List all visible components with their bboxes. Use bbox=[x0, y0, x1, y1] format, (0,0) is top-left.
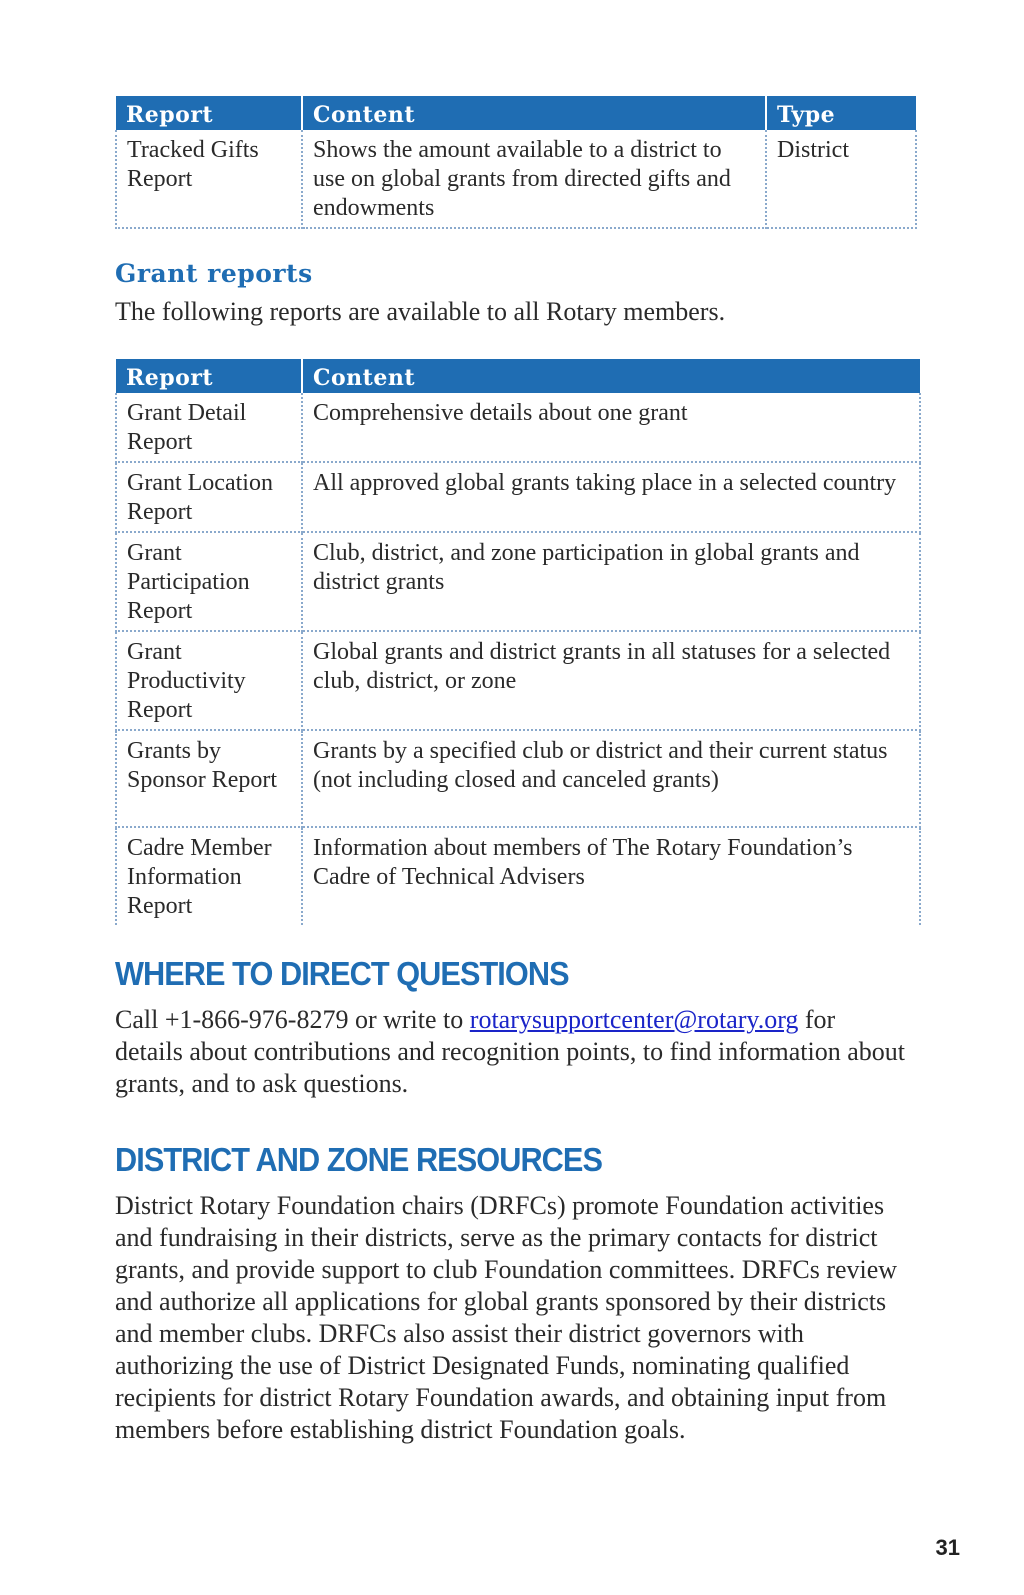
content-cell: Grants by a specified club or district and their current status (not including closed and canceled grants) bbox=[302, 730, 920, 827]
report-name-cell: Grants by Sponsor Report bbox=[116, 730, 302, 827]
district-section-title: DISTRICT AND ZONE RESOURCES bbox=[115, 1141, 602, 1178]
table-header-row bbox=[116, 96, 916, 130]
report-name-cell: Tracked Gifts Report bbox=[116, 130, 302, 228]
page-number: 31 bbox=[935, 1535, 960, 1560]
column-header-report: Report bbox=[116, 96, 302, 130]
content-cell: Club, district, and zone participation in global grants and district grants bbox=[302, 532, 920, 631]
table-row bbox=[116, 730, 920, 827]
column-header-report: Report bbox=[116, 359, 302, 393]
grant-reports-intro: The following reports are available to all Rotary members. bbox=[115, 297, 726, 326]
grant-reports-table bbox=[115, 359, 921, 925]
questions-text-before: Call +1-866-976-8279 or write to bbox=[115, 1005, 470, 1034]
column-header-type: Type bbox=[766, 96, 916, 130]
content-cell: Comprehensive details about one grant bbox=[302, 393, 920, 462]
support-email-link[interactable]: rotarysupportcenter@rotary.org bbox=[469, 1005, 799, 1034]
questions-section-title: WHERE TO DIRECT QUESTIONS bbox=[115, 955, 569, 992]
report-name-cell: Grant Participation Report bbox=[116, 532, 302, 631]
table-row bbox=[116, 130, 916, 228]
column-header-content: Content bbox=[302, 96, 766, 130]
type-cell: District bbox=[766, 130, 916, 228]
table-header-row bbox=[116, 359, 920, 393]
content-cell: Information about members of The Rotary Foundation’s Cadre of Technical Advisers bbox=[302, 827, 920, 925]
tracked-gifts-table bbox=[115, 96, 917, 229]
table-row bbox=[116, 631, 920, 730]
content-cell: Global grants and district grants in all statuses for a selected club, district, or zone bbox=[302, 631, 920, 730]
district-paragraph: District Rotary Foundation chairs (DRFCs) promote Foundation activities and fundraising in their districts, serve as the primary contacts for district grants, and provide support to club Foundation committees. DRFCs review and authorize all applications for global grants sponsored by their districts and member clubs. DRFCs also assist their district governors with authorizing the use of District Designated Funds, nominating qualified recipients for district Rotary Foundation awards, and obtaining input from members before establishing district Foundation goals. bbox=[115, 1191, 898, 1444]
content-cell: Shows the amount available to a district to use on global grants from directed gifts and endowments bbox=[302, 130, 766, 228]
content-cell: All approved global grants taking place in a selected country bbox=[302, 462, 920, 532]
table-row bbox=[116, 393, 920, 462]
table-row bbox=[116, 462, 920, 532]
column-header-content: Content bbox=[302, 359, 920, 393]
questions-paragraph bbox=[115, 1004, 905, 1100]
report-name-cell: Cadre Member Information Report bbox=[116, 827, 302, 925]
table-row bbox=[116, 532, 920, 631]
report-name-cell: Grant Detail Report bbox=[116, 393, 302, 462]
grant-reports-heading: Grant reports bbox=[115, 259, 313, 288]
questions-text-after: for details about contributions and recognition points, to find information about grants, and to ask questions. bbox=[115, 1005, 905, 1098]
table-row bbox=[116, 827, 920, 925]
report-name-cell: Grant Location Report bbox=[116, 462, 302, 532]
report-name-cell: Grant Productivity Report bbox=[116, 631, 302, 730]
